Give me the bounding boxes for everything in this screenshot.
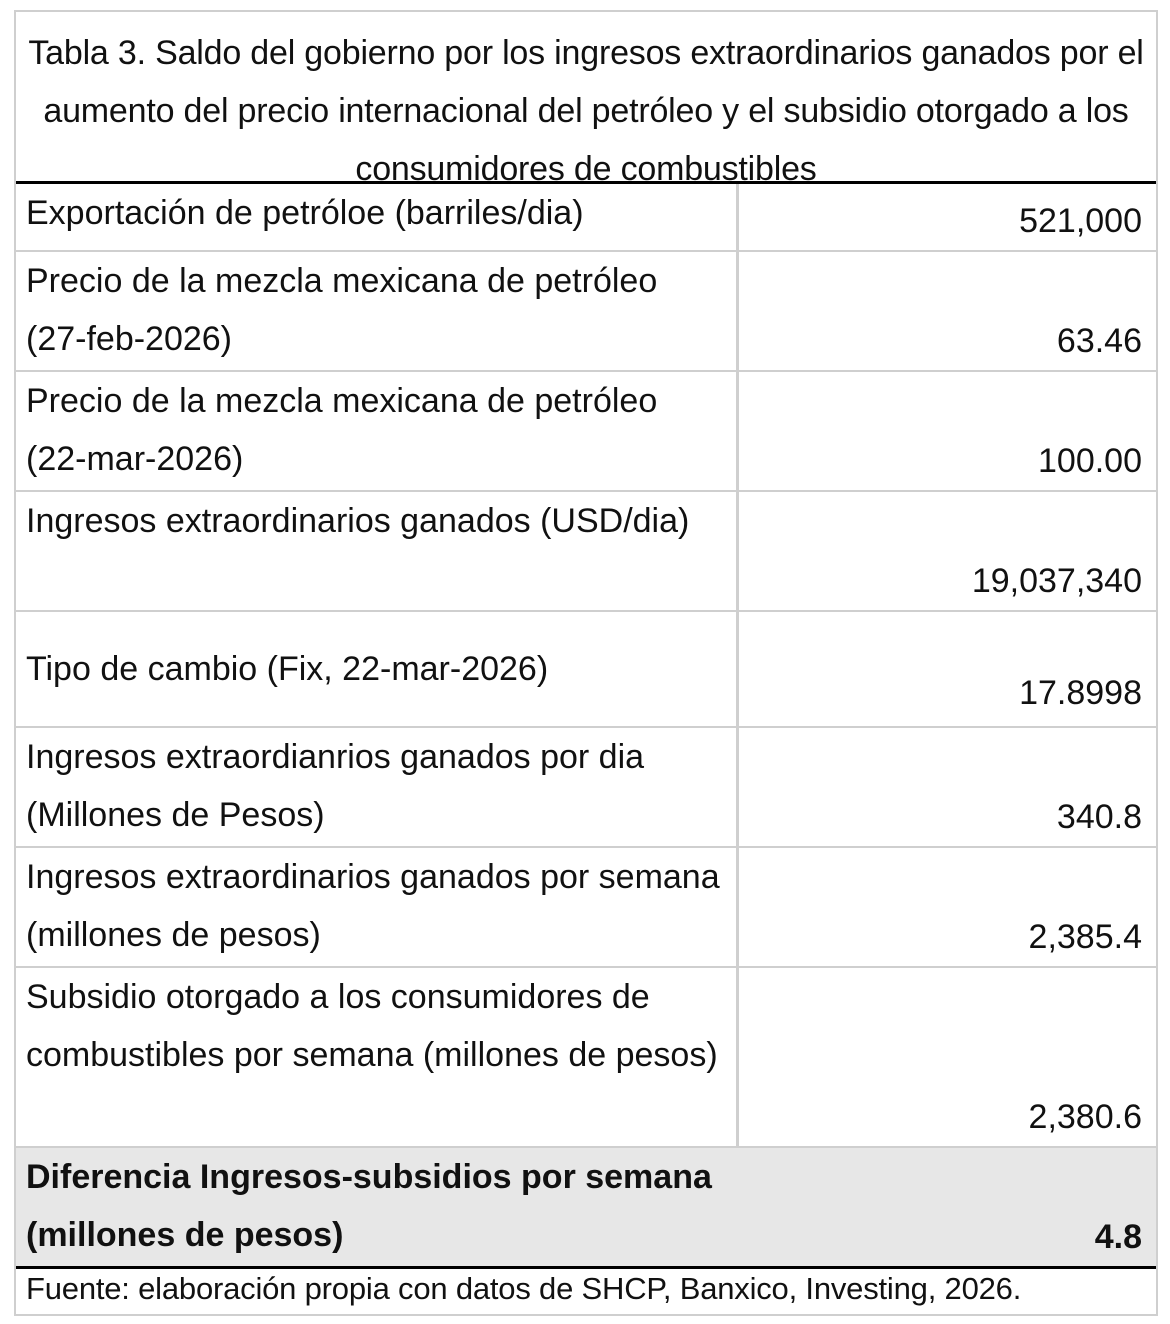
row-label: Ingresos extraordinarios ganados por semana (millones de pesos) (16, 847, 737, 967)
row-value: 340.8 (737, 727, 1156, 847)
table-title: Tabla 3. Saldo del gobierno por los ingresos extraordinarios ganados por el aumento del precio internacional del petróleo y el subsidio otorgado a los consumidores de combustibles (16, 12, 1156, 184)
row-label: Exportación de petróloe (barriles/dia) (16, 184, 737, 251)
row-value: 521,000 (737, 184, 1156, 251)
row-value: 19,037,340 (737, 491, 1156, 611)
row-value: 2,385.4 (737, 847, 1156, 967)
table-row (16, 184, 1156, 251)
table-row (16, 967, 1156, 1147)
total-value: 4.8 (737, 1147, 1156, 1268)
row-value: 2,380.6 (737, 967, 1156, 1147)
row-label: Precio de la mezcla mexicana de petróleo (27-feb-2026) (16, 251, 737, 371)
table-row (16, 251, 1156, 371)
row-label: Precio de la mezcla mexicana de petróleo (22-mar-2026) (16, 371, 737, 491)
table-row (16, 371, 1156, 491)
table-row (16, 727, 1156, 847)
table-container (14, 10, 1158, 1316)
row-label: Ingresos extraordianrios ganados por dia (Millones de Pesos) (16, 727, 737, 847)
row-label: Ingresos extraordinarios ganados (USD/dia) (16, 491, 737, 611)
row-value: 100.00 (737, 371, 1156, 491)
row-value: 17.8998 (737, 611, 1156, 727)
row-label: Subsidio otorgado a los consumidores de combustibles por semana (millones de pesos) (16, 967, 737, 1147)
table-row (16, 847, 1156, 967)
data-table (16, 184, 1156, 1269)
row-value: 63.46 (737, 251, 1156, 371)
table-row (16, 491, 1156, 611)
source-note: Fuente: elaboración propia con datos de SHCP, Banxico, Investing, 2026. (26, 1271, 1022, 1306)
total-row (16, 1147, 1156, 1268)
table-row (16, 611, 1156, 727)
total-label: Diferencia Ingresos-subsidios por semana (millones de pesos) (16, 1147, 737, 1268)
row-label: Tipo de cambio (Fix, 22-mar-2026) (16, 611, 737, 727)
